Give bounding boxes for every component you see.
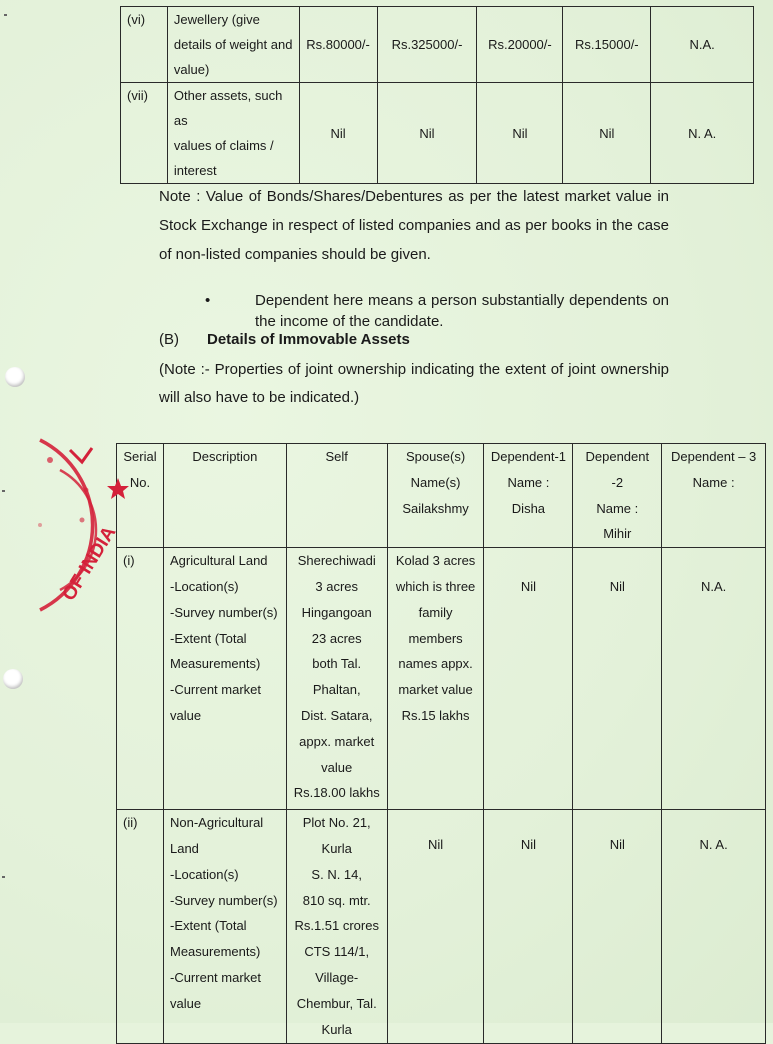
description-cell (163, 548, 286, 810)
self-line: Kurla (321, 840, 352, 856)
dependent1-cell: Nil (484, 810, 573, 1044)
self-line: Chembur, Tal. (296, 995, 377, 1011)
description-line: value (169, 707, 202, 723)
self-line: Plot No. 21, (302, 815, 371, 831)
self-line: Dist. Satara, (300, 707, 373, 723)
serial-cell: (vii) (121, 83, 168, 184)
description-cell (163, 810, 286, 1044)
self-cell (286, 810, 387, 1044)
self-line: 810 sq. mtr. (302, 892, 371, 908)
header-line: Sailakshmy (402, 500, 469, 516)
movable-assets-table (120, 6, 754, 184)
joint-ownership-note: (Note :- Properties of joint ownership indicating the extent of joint ownership will also have to be indicated.) (159, 361, 669, 406)
self-line: Hingangoan (301, 604, 372, 620)
note-bonds: Note : Value of Bonds/Shares/Debentures as per the latest market value in Stock Exchange in respect of listed companies and as per books in the case of non-listed companies should be given. (159, 188, 669, 263)
dependent1-cell: Rs.20000/- (477, 7, 563, 83)
self-line: both Tal. (312, 656, 362, 672)
header-line: Disha (511, 500, 546, 516)
header-line: Dependent -2 (585, 449, 650, 490)
header-dependent1 (484, 444, 573, 548)
description-line: details of weight and (173, 37, 293, 52)
self-line: Phaltan, (312, 682, 361, 698)
description-line: Measurements) (169, 944, 261, 960)
spouse-cell: Rs.325000/- (377, 7, 477, 83)
description-line: -Location(s) (169, 866, 239, 882)
scan-mark (2, 876, 5, 878)
header-line: Dependent – 3 (670, 449, 757, 464)
spouse-cell: Nil (387, 810, 484, 1044)
table-row (117, 810, 766, 1044)
spouse-line: family (418, 604, 453, 620)
description-line: value (169, 995, 202, 1011)
spouse-cell (387, 548, 484, 810)
dependent3-cell: N.A. (651, 7, 754, 83)
description-line: Jewellery (give (173, 12, 260, 27)
table-row (121, 7, 754, 83)
table-row (117, 548, 766, 810)
header-dependent3 (662, 444, 766, 548)
header-line: Description (192, 449, 258, 464)
dependent3-cell: N.A. (662, 548, 766, 810)
description-cell (167, 83, 299, 184)
description-line: Non-Agricultural (169, 815, 264, 831)
self-cell: Rs.80000/- (299, 7, 377, 83)
dependent2-cell: Rs.15000/- (563, 7, 651, 83)
description-line: -Location(s) (169, 578, 239, 594)
section-label: (B) (159, 331, 179, 348)
dependent2-cell: Nil (563, 83, 651, 184)
description-line: value) (173, 62, 210, 77)
dependent2-cell: Nil (573, 810, 662, 1044)
description-line: interest (173, 163, 217, 178)
seal-text: OF INDIA (58, 522, 121, 605)
description-cell (167, 7, 299, 83)
self-line: 3 acres (315, 578, 359, 594)
description-line: -Current market (169, 969, 262, 985)
self-cell: Nil (299, 83, 377, 184)
table-row (121, 83, 754, 184)
punch-hole (3, 669, 23, 689)
scan-mark (2, 490, 5, 492)
bullet-icon: • (205, 292, 211, 309)
spouse-cell: Nil (377, 83, 477, 184)
header-line: Name(s) (410, 474, 461, 490)
spouse-line: Kolad 3 acres (395, 553, 476, 569)
spouse-line: Rs.15 lakhs (401, 707, 470, 723)
header-description (163, 444, 286, 548)
header-line: Serial (123, 449, 157, 464)
self-line: S. N. 14, (311, 866, 362, 882)
description-line: -Current market (169, 682, 262, 698)
self-line: Rs.18.00 lakhs (293, 785, 380, 801)
immovable-assets-table (116, 443, 766, 1044)
spouse-line: members (408, 630, 463, 646)
self-line: CTS 114/1, (304, 944, 370, 960)
self-line: Sherechiwadi (297, 553, 376, 569)
self-line: 23 acres (311, 630, 362, 646)
description-line: values of claims / (173, 138, 274, 153)
header-row (117, 444, 766, 548)
description-line: Agricultural Land (169, 553, 268, 569)
spouse-line: market value (398, 682, 473, 698)
header-line: Name : (596, 500, 639, 516)
description-line: -Survey number(s) (169, 604, 278, 620)
self-line: Rs.1.51 crores (294, 918, 379, 934)
dependent3-cell: N. A. (662, 810, 766, 1044)
self-line: Village- (315, 969, 359, 985)
bullet-text: Dependent here means a person substantially dependents on the income of the candidate. (255, 292, 669, 330)
header-self (286, 444, 387, 548)
description-line: -Survey number(s) (169, 892, 278, 908)
dependent2-cell: Nil (573, 548, 662, 810)
scan-mark (4, 14, 7, 16)
dependent1-cell: Nil (477, 83, 563, 184)
spouse-line: which is three (395, 578, 476, 594)
punch-hole (5, 367, 25, 387)
description-line: -Extent (Total (169, 630, 247, 646)
self-line: appx. market (299, 733, 375, 749)
header-line: Spouse(s) (405, 449, 466, 464)
header-line: Self (325, 449, 348, 464)
header-line: No. (129, 474, 151, 490)
self-cell (286, 548, 387, 810)
serial-cell: (vi) (121, 7, 168, 83)
header-serial (117, 444, 164, 548)
header-spouse (387, 444, 484, 548)
self-line: value (321, 759, 353, 775)
header-line: Name : (507, 474, 550, 490)
description-line: Other assets, such as (173, 88, 283, 128)
description-line: -Extent (Total (169, 918, 247, 934)
header-line: Mihir (603, 526, 632, 542)
dependent3-cell: N. A. (651, 83, 754, 184)
section-title: Details of Immovable Assets (207, 331, 410, 348)
description-line: Measurements) (169, 656, 261, 672)
header-line: Name : (692, 474, 735, 490)
serial-cell: (i) (117, 548, 164, 810)
serial-cell: (ii) (117, 810, 164, 1044)
description-line: Land (169, 840, 199, 856)
spouse-line: names appx. (398, 656, 473, 672)
dependent1-cell: Nil (484, 548, 573, 810)
header-dependent2 (573, 444, 662, 548)
header-line: Dependent-1 (490, 449, 566, 464)
self-line: Kurla (321, 1021, 352, 1037)
